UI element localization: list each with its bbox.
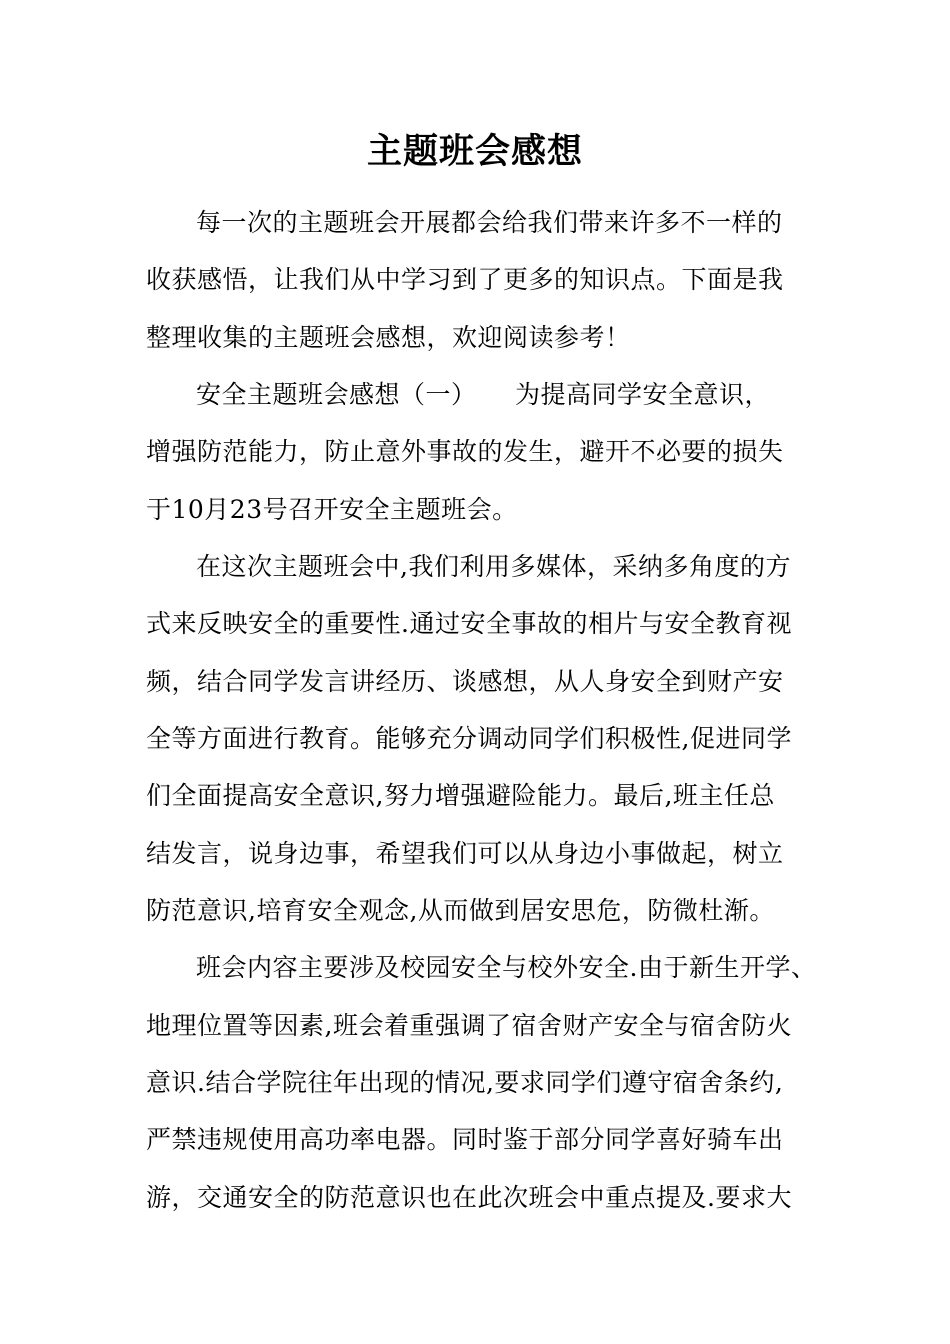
paragraph-3-line-3: 频，结合同学发言讲经历、谈感想，从人身安全到财产安 bbox=[146, 667, 784, 696]
paragraph-4-line-2: 地理位置等因素,班会着重强调了宿舍财产安全与宿舍防火 bbox=[146, 1011, 792, 1040]
paragraph-4-line-5: 游，交通安全的防范意识也在此次班会中重点提及.要求大 bbox=[146, 1183, 792, 1212]
paragraph-4-line-4: 严禁违规使用高功率电器。同时鉴于部分同学喜好骑车出 bbox=[146, 1125, 784, 1154]
paragraph-4-line-1: 班会内容主要涉及校园安全与校外安全.由于新生开学、 bbox=[196, 953, 817, 982]
paragraph-3-line-5: 们全面提高安全意识,努力增强避险能力。最后,班主任总 bbox=[146, 781, 775, 810]
paragraph-3-line-6: 结发言，说身边事，希望我们可以从身边小事做起，树立 bbox=[146, 839, 784, 868]
paragraph-3-line-7: 防范意识,培育安全观念,从而做到居安思危，防微杜渐。 bbox=[146, 896, 775, 925]
paragraph-1-line-3: 整理收集的主题班会感想，欢迎阅读参考！ bbox=[146, 323, 631, 352]
paragraph-4-line-3: 意识.结合学院往年出现的情况,要求同学们遵守宿舍条约, bbox=[146, 1068, 784, 1097]
paragraph-1-line-1: 每一次的主题班会开展都会给我们带来许多不一样的 bbox=[196, 208, 783, 237]
paragraph-3-line-1: 在这次主题班会中,我们利用多媒体，采纳多角度的方 bbox=[196, 552, 791, 581]
paragraph-3-line-2: 式来反映安全的重要性.通过安全事故的相片与安全教育视 bbox=[146, 609, 792, 638]
document-title: 主题班会感想 bbox=[366, 131, 583, 172]
paragraph-2-line-3: 于10月23号召开安全主题班会。 bbox=[146, 495, 518, 524]
paragraph-2-line-1: 安全主题班会感想（一） 为提高同学安全意识， bbox=[196, 380, 771, 409]
paragraph-2-line-2: 增强防范能力，防止意外事故的发生，避开不必要的损失 bbox=[146, 437, 784, 466]
paragraph-1-line-2: 收获感悟，让我们从中学习到了更多的知识点。下面是我 bbox=[146, 265, 784, 294]
paragraph-3-line-4: 全等方面进行教育。能够充分调动同学们积极性,促进同学 bbox=[146, 724, 792, 753]
